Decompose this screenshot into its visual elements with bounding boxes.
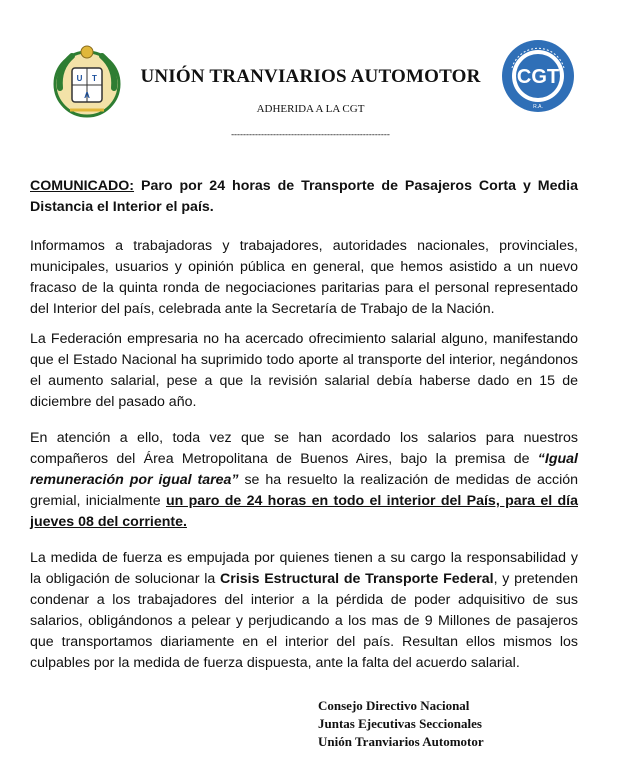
paragraph-4-part-c: , y pretenden condenar a los trabajadores del interior a la pérdida de poder adquisitivo de sus salarios, obligándonos a pelear y perjudicando a los mas de 9 Millones de pasajeros que transportamos diariamente en el interior del país. Resultan ellos mismos los culpables por la medida de fuerza dispuesta, ante la falta del acuerdo salarial. xyxy=(30,571,578,671)
signature-line-3: Unión Tranviarios Automotor xyxy=(318,734,484,749)
communique-title-text: Paro por 24 horas de Transporte de Pasajeros Corta y Media Distancia el Interior el país. xyxy=(30,178,578,215)
paragraph-3-part-a: En atención a ello, toda vez que se han acordado los salarios para nuestros compañeros del Área Metropolitana de Buenos Aires, bajo la premisa de xyxy=(30,430,578,467)
crisis-phrase: Crisis Estructural de Transporte Federal xyxy=(220,571,494,587)
cgt-emblem-icon xyxy=(500,38,576,114)
communique-label: COMUNICADO: xyxy=(30,178,135,194)
premise-quote: “Igual remuneración por igual tarea” xyxy=(30,451,578,488)
divider-line: ----------------------------------------------------- xyxy=(231,129,390,139)
communique-title xyxy=(30,176,578,218)
strike-announcement: un paro de 24 horas en todo el interior del País, para el día jueves 08 del corriente. xyxy=(30,493,578,530)
signature-block xyxy=(318,697,484,751)
organization-name: UNIÓN TRANVIARIOS AUTOMOTOR xyxy=(140,66,481,87)
paragraph-1: Informamos a trabajadoras y trabajadores, autoridades nacionales, provinciales, municipales, usuarios y opinión pública en general, que hemos asistido a un nuevo fracaso de la quinta ronda de negociaciones paritarias para el personal representado del Interior del país, celebrada ante la Secretaría de Trabajo de la Nación. xyxy=(30,238,578,317)
signature-line-1: Consejo Directivo Nacional xyxy=(318,698,470,713)
svg-text:T: T xyxy=(92,74,97,83)
signature-line-2: Juntas Ejecutivas Seccionales xyxy=(318,716,482,731)
paragraph-3 xyxy=(30,428,578,533)
paragraph-2: La Federación empresaria no ha acercado ofrecimiento salarial alguno, manifestando que el Estado Nacional ha suprimido todo aporte al transporte del interior, negándonos el aumento salarial, pese a que la revisión salarial debía haberse dado en 15 de diciembre del pasado año. xyxy=(30,331,578,410)
paragraph-4 xyxy=(30,548,578,674)
svg-text:R.A.: R.A. xyxy=(533,104,543,110)
cgt-logo xyxy=(500,38,576,114)
paragraph-3-part-c: se ha resuelto la realización de medidas de acción gremial, inicialmente xyxy=(30,472,579,509)
affiliation-line: ADHERIDA A LA CGT xyxy=(256,103,365,115)
svg-text:A: A xyxy=(84,91,90,100)
svg-text:CGT: CGT xyxy=(516,66,560,88)
paragraph-4-part-a: La medida de fuerza es empujada por quienes tienen a su cargo la responsabilidad y la obligación de solucionar la xyxy=(30,550,578,587)
svg-text:U: U xyxy=(76,74,83,83)
